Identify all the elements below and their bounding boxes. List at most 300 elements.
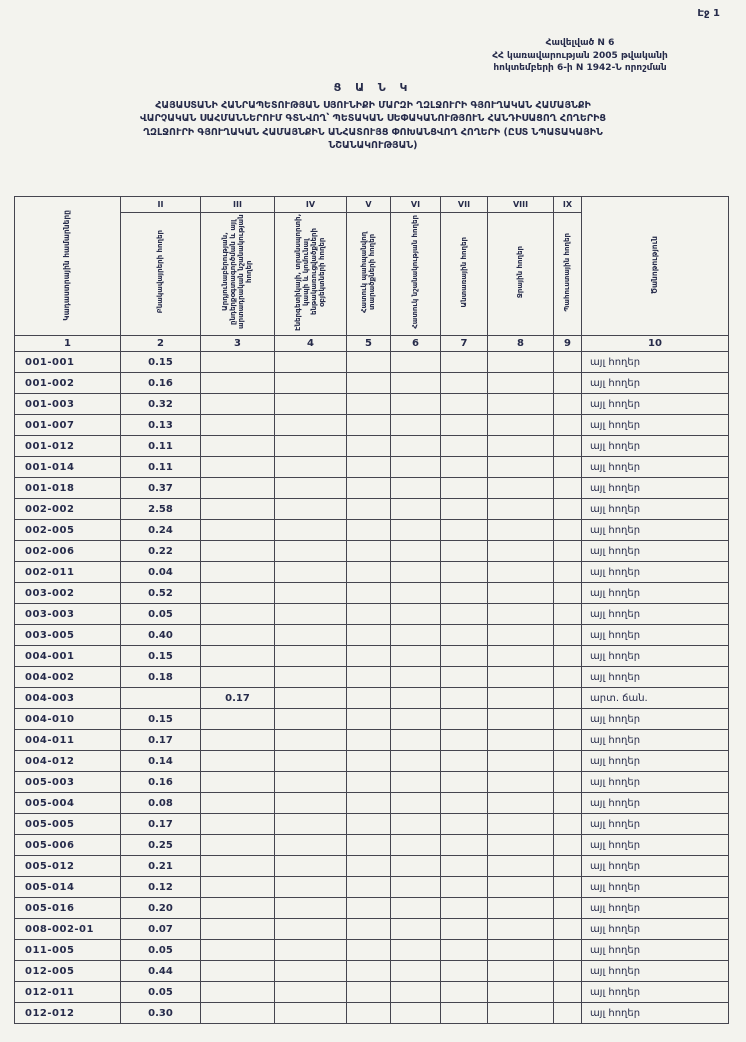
area-value-cell <box>347 751 391 772</box>
area-value-cell <box>275 793 347 814</box>
note-cell: այլ հողեր <box>582 709 729 730</box>
area-value-cell <box>275 394 347 415</box>
area-value-cell <box>488 877 554 898</box>
area-value-cell <box>347 625 391 646</box>
area-value-cell <box>488 562 554 583</box>
area-value-cell <box>488 730 554 751</box>
area-value-cell: 0.16 <box>121 373 201 394</box>
area-value-cell <box>391 751 441 772</box>
table-row <box>15 646 729 667</box>
area-value-cell: 0.04 <box>121 562 201 583</box>
note-cell: այլ հողեր <box>582 478 729 499</box>
area-value-cell <box>201 646 275 667</box>
area-value-cell <box>201 730 275 751</box>
note-cell: այլ հողեր <box>582 877 729 898</box>
area-value-cell <box>347 877 391 898</box>
roman-numeral: VIII <box>488 197 554 213</box>
area-value-cell <box>554 1003 582 1024</box>
note-cell: այլ հողեր <box>582 856 729 877</box>
page-number: Էջ 1 <box>697 8 720 19</box>
cadastral-code-cell: 004-012 <box>15 751 121 772</box>
area-value-cell <box>441 457 488 478</box>
area-value-cell <box>201 919 275 940</box>
table-row <box>15 898 729 919</box>
area-value-cell <box>554 478 582 499</box>
appendix-reference <box>420 37 740 75</box>
area-value-cell: 0.32 <box>121 394 201 415</box>
header-reserve-lands: Պահուստային հողեր <box>554 213 582 336</box>
area-value-cell <box>441 856 488 877</box>
cadastral-code-cell: 005-004 <box>15 793 121 814</box>
table-row <box>15 793 729 814</box>
area-value-cell <box>488 520 554 541</box>
column-number: 5 <box>347 336 391 352</box>
table-row <box>15 919 729 940</box>
area-value-cell <box>554 877 582 898</box>
table-row <box>15 982 729 1003</box>
area-value-cell <box>347 814 391 835</box>
note-cell: այլ հողեր <box>582 730 729 751</box>
area-value-cell <box>391 982 441 1003</box>
area-value-cell <box>201 709 275 730</box>
area-value-cell <box>488 436 554 457</box>
column-number: 7 <box>441 336 488 352</box>
area-value-cell <box>391 814 441 835</box>
area-value-cell <box>347 793 391 814</box>
area-value-cell <box>391 961 441 982</box>
note-cell: այլ հողեր <box>582 940 729 961</box>
note-cell: այլ հողեր <box>582 520 729 541</box>
area-value-cell <box>441 562 488 583</box>
area-value-cell <box>347 898 391 919</box>
area-value-cell <box>488 751 554 772</box>
area-value-cell <box>441 1003 488 1024</box>
area-value-cell <box>554 352 582 373</box>
area-value-cell <box>201 415 275 436</box>
area-value-cell <box>275 520 347 541</box>
area-value-cell <box>554 415 582 436</box>
area-value-cell <box>391 478 441 499</box>
table-row <box>15 877 729 898</box>
area-value-cell <box>554 562 582 583</box>
area-value-cell <box>554 940 582 961</box>
cadastral-code-cell: 002-006 <box>15 541 121 562</box>
area-value-cell <box>275 436 347 457</box>
area-value-cell <box>441 877 488 898</box>
area-value-cell <box>554 394 582 415</box>
area-value-cell <box>121 688 201 709</box>
table-row <box>15 499 729 520</box>
area-value-cell <box>347 646 391 667</box>
area-value-cell <box>275 541 347 562</box>
area-value-cell <box>391 835 441 856</box>
note-cell: այլ հողեր <box>582 793 729 814</box>
area-value-cell <box>441 772 488 793</box>
note-cell: այլ հողեր <box>582 814 729 835</box>
area-value-cell <box>201 772 275 793</box>
document-title: Ց Ա Ն Կ <box>333 81 413 94</box>
area-value-cell <box>275 898 347 919</box>
subtitle-line: ՆՇԱՆԱԿՈՒԹՅԱՆ) <box>328 139 418 151</box>
area-value-cell <box>441 352 488 373</box>
area-value-cell: 0.21 <box>121 856 201 877</box>
cadastral-code-cell: 001-007 <box>15 415 121 436</box>
area-value-cell <box>201 751 275 772</box>
roman-numeral: II <box>121 197 201 213</box>
area-value-cell <box>391 415 441 436</box>
note-cell: այլ հողեր <box>582 394 729 415</box>
cadastral-code-cell: 002-002 <box>15 499 121 520</box>
area-value-cell <box>441 898 488 919</box>
land-transfer-table <box>14 196 729 1024</box>
column-number: 9 <box>554 336 582 352</box>
area-value-cell <box>554 604 582 625</box>
area-value-cell <box>441 709 488 730</box>
area-value-cell <box>488 898 554 919</box>
area-value-cell <box>347 415 391 436</box>
area-value-cell <box>488 856 554 877</box>
table-row <box>15 940 729 961</box>
cadastral-code-cell: 005-012 <box>15 856 121 877</box>
area-value-cell <box>441 520 488 541</box>
area-value-cell <box>347 562 391 583</box>
area-value-cell <box>391 625 441 646</box>
area-value-cell: 0.44 <box>121 961 201 982</box>
note-cell: այլ հողեր <box>582 1003 729 1024</box>
area-value-cell <box>275 646 347 667</box>
table-row <box>15 478 729 499</box>
area-value-cell <box>347 919 391 940</box>
area-value-cell <box>488 982 554 1003</box>
area-value-cell <box>488 940 554 961</box>
cadastral-code-cell: 004-002 <box>15 667 121 688</box>
cadastral-code-cell: 005-016 <box>15 898 121 919</box>
cadastral-code-cell: 001-014 <box>15 457 121 478</box>
area-value-cell <box>488 625 554 646</box>
area-value-cell <box>201 898 275 919</box>
header-special-purpose-lands: Հատուկ նշանակության հողեր <box>391 213 441 336</box>
area-value-cell: 0.05 <box>121 982 201 1003</box>
area-value-cell <box>391 709 441 730</box>
area-value-cell: 0.16 <box>121 772 201 793</box>
area-value-cell <box>441 982 488 1003</box>
header-residential-lands: Բնակավայրերի հողեր <box>121 213 201 336</box>
area-value-cell <box>441 814 488 835</box>
cadastral-code-cell: 005-005 <box>15 814 121 835</box>
column-number: 2 <box>121 336 201 352</box>
cadastral-code-cell: 012-005 <box>15 961 121 982</box>
area-value-cell <box>441 541 488 562</box>
area-value-cell <box>554 772 582 793</box>
area-value-cell <box>347 394 391 415</box>
note-cell: այլ հողեր <box>582 562 729 583</box>
note-cell: այլ հողեր <box>582 919 729 940</box>
header-notes: Ծանոթություն <box>582 197 729 336</box>
note-cell: այլ հողեր <box>582 499 729 520</box>
area-value-cell: 2.58 <box>121 499 201 520</box>
area-value-cell <box>275 940 347 961</box>
area-value-cell <box>441 961 488 982</box>
area-value-cell <box>347 352 391 373</box>
area-value-cell: 0.12 <box>121 877 201 898</box>
area-value-cell <box>201 520 275 541</box>
area-value-cell <box>488 814 554 835</box>
area-value-cell <box>275 499 347 520</box>
area-value-cell: 0.15 <box>121 709 201 730</box>
area-value-cell <box>441 394 488 415</box>
area-value-cell <box>441 478 488 499</box>
area-value-cell <box>201 436 275 457</box>
column-number: 6 <box>391 336 441 352</box>
area-value-cell <box>554 730 582 751</box>
area-value-cell <box>488 961 554 982</box>
cadastral-code-cell: 005-006 <box>15 835 121 856</box>
cadastral-code-cell: 004-003 <box>15 688 121 709</box>
area-value-cell: 0.17 <box>201 688 275 709</box>
note-cell: այլ հողեր <box>582 898 729 919</box>
area-value-cell <box>391 793 441 814</box>
area-value-cell <box>441 919 488 940</box>
cadastral-code-cell: 004-001 <box>15 646 121 667</box>
subtitle-line: ՎԱՐՉԱԿԱՆ ՍԱՀՄԱՆՆԵՐՈՒՄ ԳՏՆՎՈՂ՝ ՊԵՏԱԿԱՆ ՍԵՓԱԿԱՆՈՒԹՅՈՒՆ ՀԱՆԴԻՍԱՑՈՂ ՀՈՂԵՐԻՑ <box>139 113 607 125</box>
area-value-cell <box>275 709 347 730</box>
area-value-cell <box>391 1003 441 1024</box>
area-value-cell <box>347 373 391 394</box>
note-cell: այլ հողեր <box>582 373 729 394</box>
area-value-cell <box>391 856 441 877</box>
table-row <box>15 352 729 373</box>
subtitle-line: ՀԱՅԱՍՏԱՆԻ ՀԱՆՐԱՊԵՏՈՒԹՅԱՆ ՍՅՈՒՆԻՔԻ ՄԱՐԶԻ ՂԶԼՋՈՒՐԻ ԳՅՈՒՂԱԿԱՆ ՀԱՄԱՅՆՔԻ <box>155 100 591 111</box>
area-value-cell <box>275 1003 347 1024</box>
table-row <box>15 1003 729 1024</box>
area-value-cell <box>201 373 275 394</box>
area-value-cell <box>391 541 441 562</box>
area-value-cell <box>347 520 391 541</box>
table-row <box>15 436 729 457</box>
roman-numeral: VI <box>391 197 441 213</box>
area-value-cell <box>488 457 554 478</box>
cadastral-code-cell: 001-018 <box>15 478 121 499</box>
area-value-cell <box>347 856 391 877</box>
area-value-cell <box>391 457 441 478</box>
area-value-cell <box>488 373 554 394</box>
area-value-cell <box>275 835 347 856</box>
area-value-cell <box>488 709 554 730</box>
area-value-cell <box>275 562 347 583</box>
area-value-cell <box>347 940 391 961</box>
area-value-cell <box>275 625 347 646</box>
area-value-cell <box>275 415 347 436</box>
area-value-cell <box>441 646 488 667</box>
area-value-cell <box>488 604 554 625</box>
area-value-cell <box>347 730 391 751</box>
area-value-cell: 0.30 <box>121 1003 201 1024</box>
cadastral-code-cell: 001-012 <box>15 436 121 457</box>
area-value-cell: 0.18 <box>121 667 201 688</box>
area-value-cell <box>347 478 391 499</box>
document-subtitle <box>23 99 723 152</box>
area-value-cell <box>488 478 554 499</box>
note-cell: այլ հողեր <box>582 961 729 982</box>
area-value-cell <box>488 772 554 793</box>
area-value-cell <box>201 541 275 562</box>
area-value-cell: 0.25 <box>121 835 201 856</box>
area-value-cell <box>275 478 347 499</box>
header-energy-transport-lands: Էներգետիկայի, տրանսպորտի, կապի և կոմունալ ենթակառուցվածքների օբյեկտների հողեր <box>275 213 347 336</box>
area-value-cell <box>391 730 441 751</box>
area-value-cell <box>554 499 582 520</box>
table-row <box>15 667 729 688</box>
note-cell: այլ հողեր <box>582 667 729 688</box>
area-value-cell <box>347 604 391 625</box>
area-value-cell <box>488 1003 554 1024</box>
area-value-cell <box>391 394 441 415</box>
area-value-cell <box>554 709 582 730</box>
table-row <box>15 814 729 835</box>
area-value-cell: 0.08 <box>121 793 201 814</box>
note-cell: այլ հողեր <box>582 982 729 1003</box>
area-value-cell <box>488 415 554 436</box>
area-value-cell <box>488 541 554 562</box>
area-value-cell <box>347 961 391 982</box>
note-cell: այլ հողեր <box>582 751 729 772</box>
area-value-cell <box>391 772 441 793</box>
area-value-cell <box>391 373 441 394</box>
area-value-cell <box>201 940 275 961</box>
table-row <box>15 625 729 646</box>
area-value-cell <box>201 499 275 520</box>
area-value-cell <box>391 499 441 520</box>
area-value-cell <box>441 688 488 709</box>
note-cell: այլ հողեր <box>582 541 729 562</box>
cadastral-code-cell: 001-001 <box>15 352 121 373</box>
area-value-cell <box>554 982 582 1003</box>
area-value-cell: 0.05 <box>121 940 201 961</box>
cadastral-code-cell: 011-005 <box>15 940 121 961</box>
cadastral-code-cell: 001-002 <box>15 373 121 394</box>
area-value-cell <box>391 940 441 961</box>
header-forest-lands: Անտառային հողեր <box>441 213 488 336</box>
area-value-cell <box>347 436 391 457</box>
area-value-cell <box>275 457 347 478</box>
roman-numeral: VII <box>441 197 488 213</box>
area-value-cell <box>275 982 347 1003</box>
table-row <box>15 520 729 541</box>
table-row <box>15 751 729 772</box>
area-value-cell <box>441 436 488 457</box>
roman-numeral: III <box>201 197 275 213</box>
area-value-cell <box>347 541 391 562</box>
appendix-line: ՀՀ կառավարության 2005 թվականի <box>492 50 668 61</box>
area-value-cell <box>441 730 488 751</box>
area-value-cell <box>391 667 441 688</box>
cadastral-code-cell: 002-011 <box>15 562 121 583</box>
area-value-cell <box>554 625 582 646</box>
note-cell: այլ հողեր <box>582 457 729 478</box>
cadastral-code-cell: 002-005 <box>15 520 121 541</box>
column-number: 3 <box>201 336 275 352</box>
area-value-cell <box>201 1003 275 1024</box>
area-value-cell <box>488 646 554 667</box>
area-value-cell <box>441 583 488 604</box>
area-value-cell <box>554 793 582 814</box>
area-value-cell <box>554 919 582 940</box>
area-value-cell: 0.37 <box>121 478 201 499</box>
table-row <box>15 541 729 562</box>
cadastral-code-cell: 003-002 <box>15 583 121 604</box>
area-value-cell <box>201 457 275 478</box>
area-value-cell <box>441 940 488 961</box>
area-value-cell <box>441 499 488 520</box>
roman-numeral: V <box>347 197 391 213</box>
cadastral-code-cell: 005-003 <box>15 772 121 793</box>
area-value-cell <box>391 562 441 583</box>
cadastral-code-cell: 003-003 <box>15 604 121 625</box>
area-value-cell: 0.11 <box>121 436 201 457</box>
area-value-cell <box>201 877 275 898</box>
area-value-cell <box>201 562 275 583</box>
area-value-cell <box>391 583 441 604</box>
note-cell: այլ հողեր <box>582 436 729 457</box>
area-value-cell <box>201 835 275 856</box>
area-value-cell <box>391 604 441 625</box>
table-row <box>15 961 729 982</box>
area-value-cell <box>441 373 488 394</box>
area-value-cell <box>275 919 347 940</box>
area-value-cell <box>554 436 582 457</box>
area-value-cell <box>554 667 582 688</box>
appendix-line: Հավելված N 6 <box>545 38 615 48</box>
area-value-cell <box>201 961 275 982</box>
area-value-cell <box>347 709 391 730</box>
area-value-cell <box>554 646 582 667</box>
area-value-cell <box>488 835 554 856</box>
table-row <box>15 772 729 793</box>
area-value-cell <box>488 499 554 520</box>
area-value-cell <box>441 604 488 625</box>
area-value-cell <box>391 352 441 373</box>
column-number: 1 <box>15 336 121 352</box>
area-value-cell <box>488 583 554 604</box>
column-number-row <box>15 336 729 352</box>
table-row <box>15 457 729 478</box>
subtitle-line: ՂԶԼՋՈՒՐԻ ԳՅՈՒՂԱԿԱՆ ՀԱՄԱՅՆՔԻՆ ԱՆՀԱՏՈՒՅՑ ՓՈԽԱՆՑՎՈՂ ՀՈՂԵՐԻ (ԸՍՏ ՆՊԱՏԱԿԱՅԻՆ <box>143 126 603 138</box>
area-value-cell <box>201 583 275 604</box>
table-row <box>15 583 729 604</box>
cadastral-code-cell: 004-010 <box>15 709 121 730</box>
area-value-cell <box>201 394 275 415</box>
area-value-cell <box>554 520 582 541</box>
area-value-cell: 0.24 <box>121 520 201 541</box>
area-value-cell <box>488 352 554 373</box>
area-value-cell <box>275 604 347 625</box>
area-value-cell <box>441 625 488 646</box>
area-value-cell <box>488 793 554 814</box>
area-value-cell <box>201 352 275 373</box>
area-value-cell <box>275 688 347 709</box>
note-cell: այլ հողեր <box>582 646 729 667</box>
area-value-cell <box>275 751 347 772</box>
area-value-cell <box>201 625 275 646</box>
note-cell: այլ հողեր <box>582 625 729 646</box>
table-row <box>15 730 729 751</box>
area-value-cell: 0.52 <box>121 583 201 604</box>
area-value-cell: 0.11 <box>121 457 201 478</box>
area-value-cell <box>275 877 347 898</box>
area-value-cell <box>554 457 582 478</box>
area-value-cell <box>347 457 391 478</box>
area-value-cell <box>488 667 554 688</box>
